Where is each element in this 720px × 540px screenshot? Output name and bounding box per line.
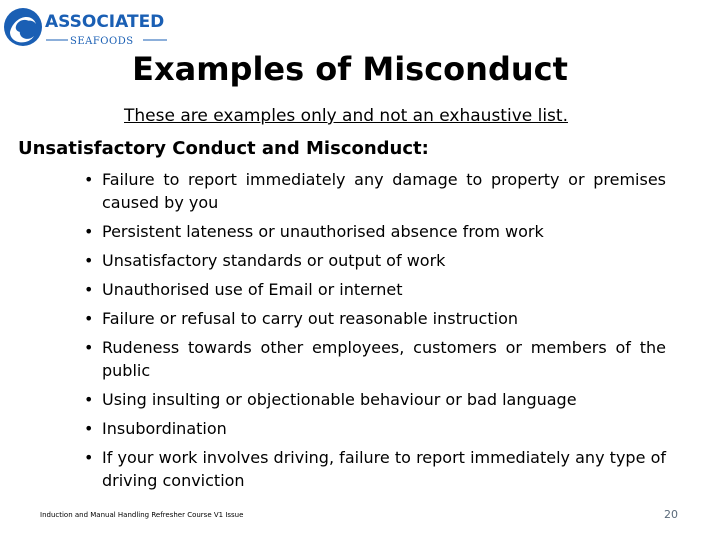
list-item: • Failure to report immediately any damage to property or premises caused by you [82,168,666,214]
section-heading: Unsatisfactory Conduct and Misconduct: [18,138,429,159]
list-item: • Unauthorised use of Email or internet [82,278,666,301]
logo-line2: SEAFOODS [70,36,134,47]
wave-swirl-icon [4,8,42,46]
list-item: • Insubordination [82,417,666,440]
list-item: • Using insulting or objectionable behaviour or bad language [82,388,666,411]
footer-course-label: Induction and Manual Handling Refresher Course V1 Issue [40,511,244,519]
page-number: 20 [664,508,678,521]
list-item: • Unsatisfactory standards or output of work [82,249,666,272]
page-subtitle: These are examples only and not an exhaustive list. [124,106,568,126]
list-item: • Rudeness towards other employees, customers or members of the public [82,336,666,382]
logo-graphic [2,2,172,52]
list-item: • Persistent lateness or unauthorised absence from work [82,220,666,243]
list-item: • Failure or refusal to carry out reasonable instruction [82,307,666,330]
misconduct-list [82,168,666,498]
page-title: Examples of Misconduct [132,50,568,88]
logo-line1: ASSOCIATED [45,12,165,32]
company-logo [2,2,172,52]
list-item: • If your work involves driving, failure to report immediately any type of driving conviction [82,446,666,492]
